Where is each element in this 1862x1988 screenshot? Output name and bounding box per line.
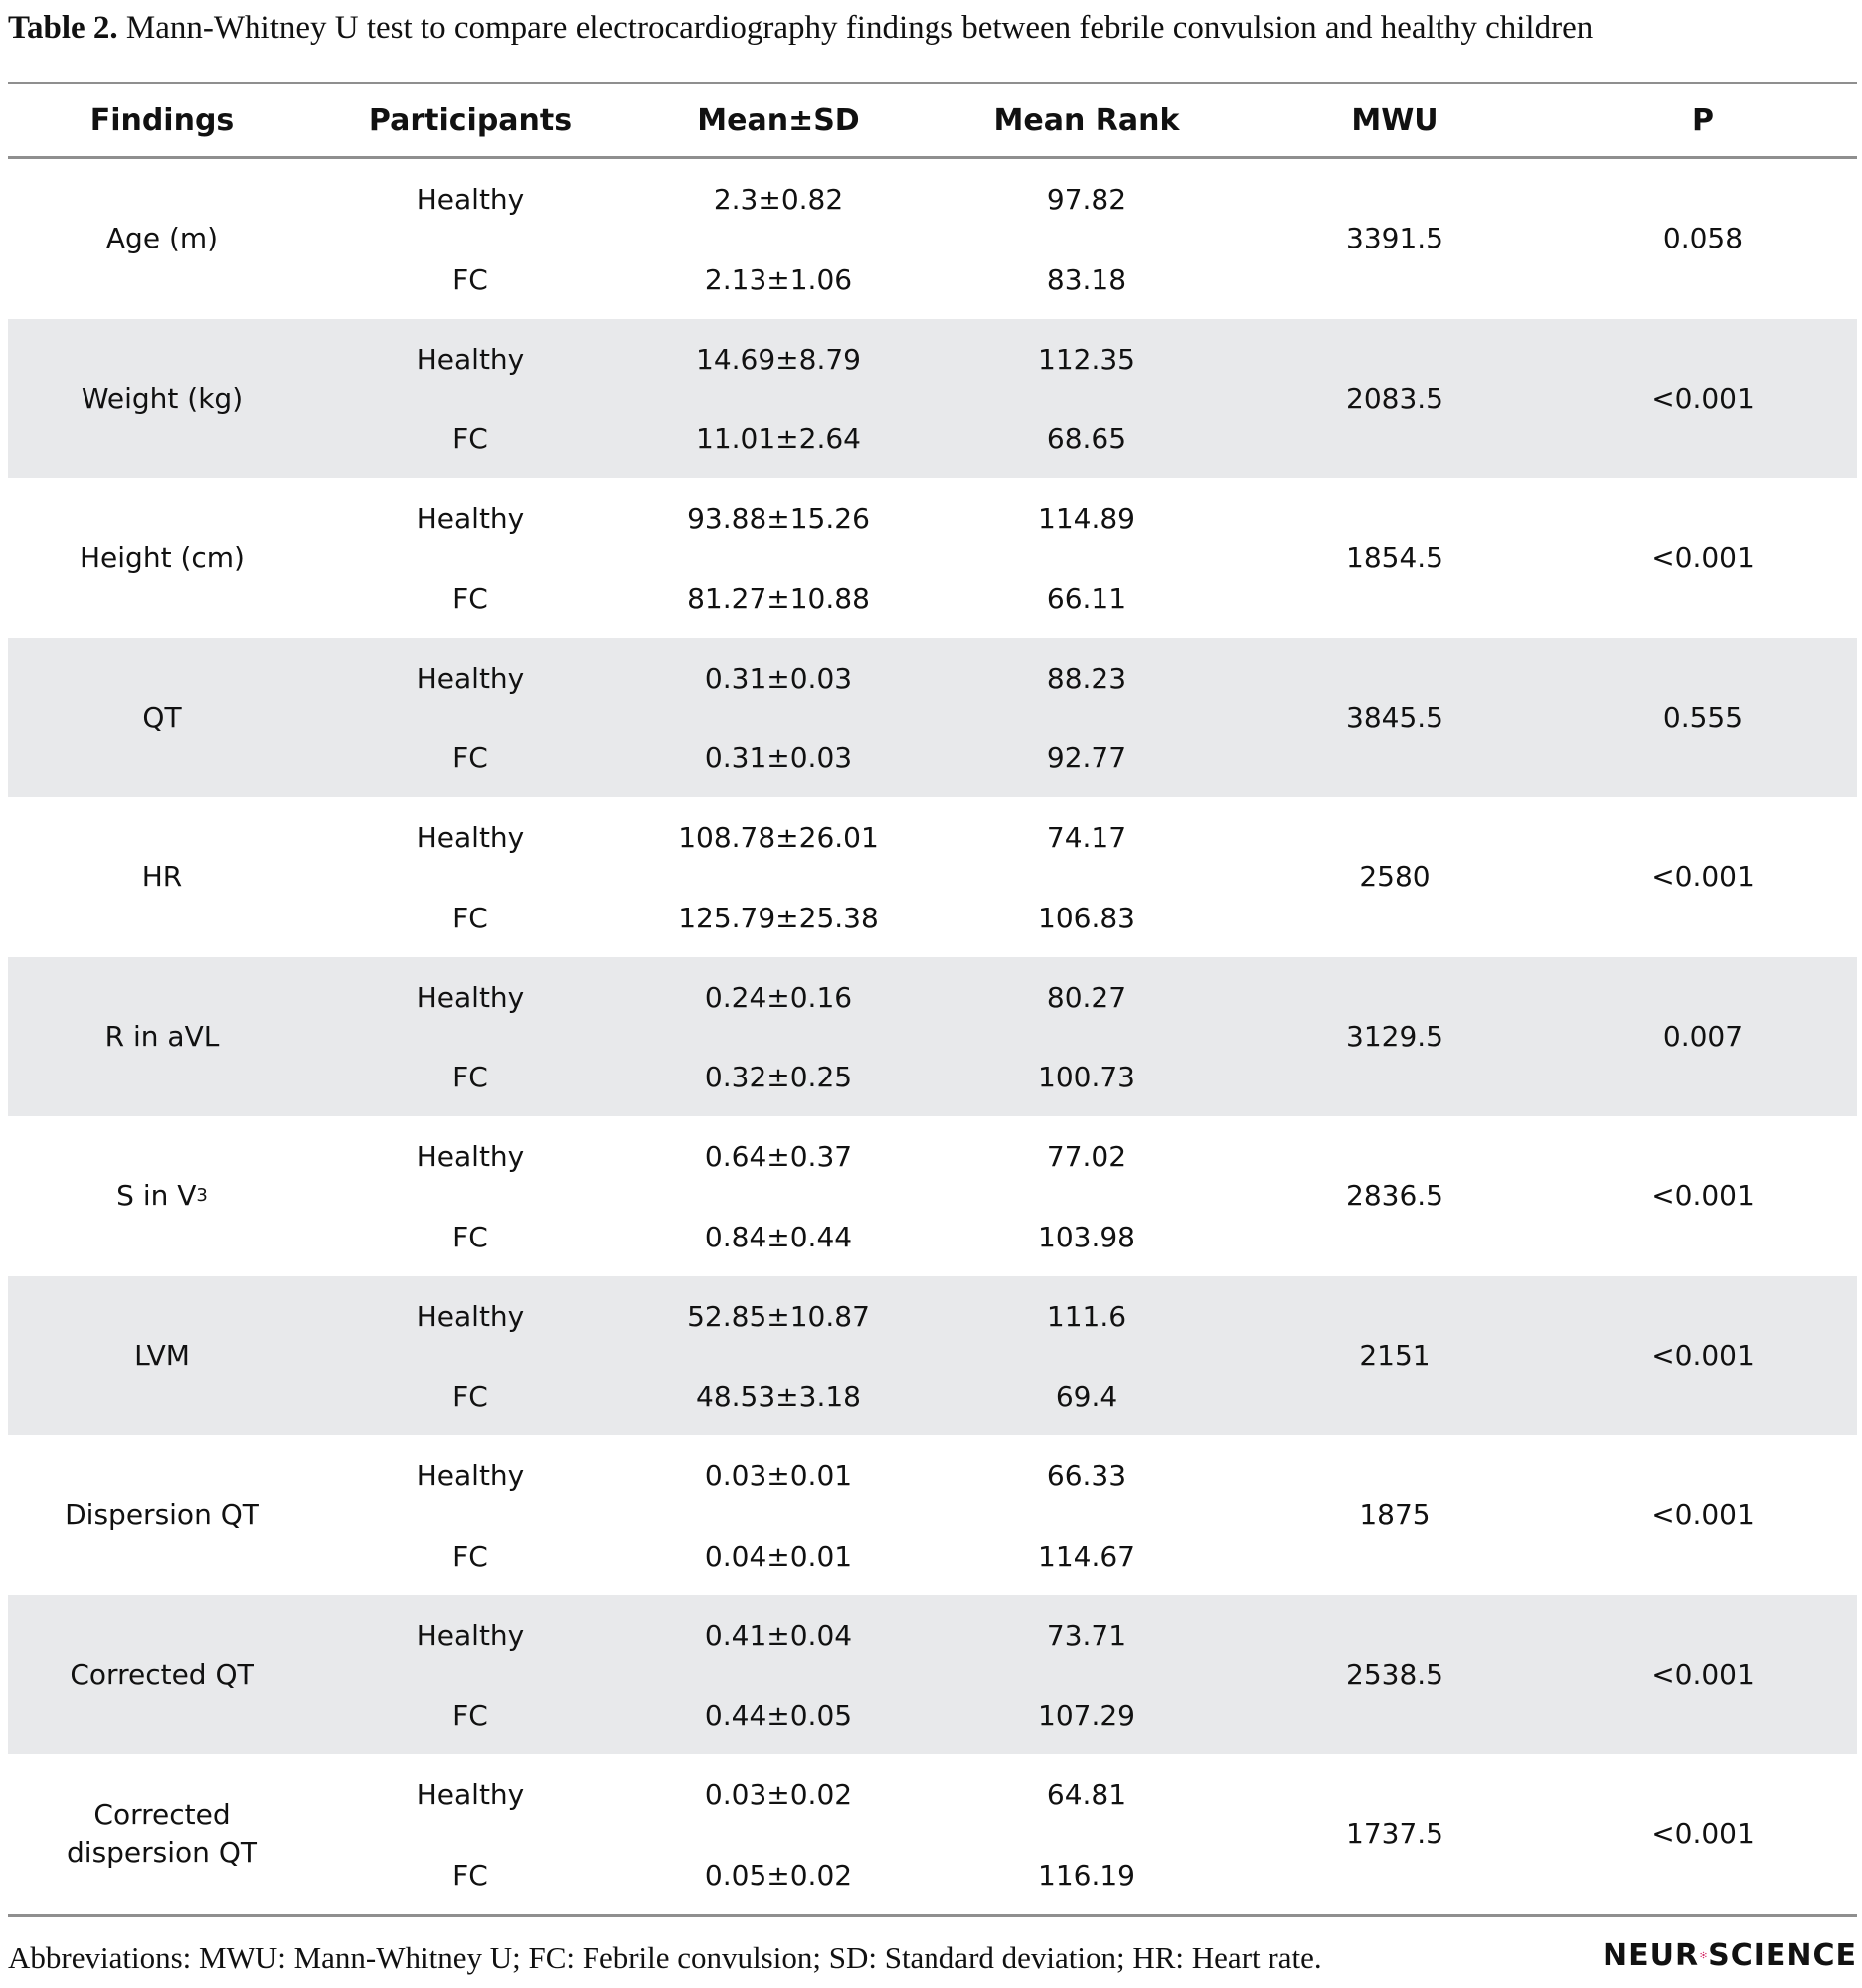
mean-sd-fc: 0.31±0.03 — [704, 742, 853, 774]
participant-fc: FC — [452, 1699, 488, 1732]
p-value-cell: <0.001 — [1651, 1179, 1755, 1213]
results-table — [8, 82, 1857, 1917]
mean-rank-fc: 116.19 — [1038, 1858, 1135, 1892]
p-value-cell: <0.001 — [1651, 381, 1755, 414]
finding-label: LVM — [134, 1338, 190, 1372]
participant-healthy: Healthy — [416, 1459, 525, 1492]
mean-rank-fc: 114.67 — [1038, 1539, 1135, 1573]
mwu-cell: 1875 — [1359, 1498, 1431, 1532]
finding-label: Height (cm) — [80, 541, 245, 575]
participant-cell — [316, 1276, 624, 1436]
table-header-row — [8, 82, 1857, 159]
mean-rank-cell — [932, 797, 1241, 957]
mwu-cell: 2083.5 — [1346, 381, 1443, 414]
table-row — [8, 159, 1857, 319]
mwu-cell: 2836.5 — [1346, 1179, 1443, 1213]
participant-fc: FC — [452, 262, 488, 296]
table-body — [8, 159, 1857, 1914]
mean-sd-cell — [624, 1754, 932, 1914]
mean-rank-fc: 92.77 — [1046, 742, 1127, 774]
participant-healthy: Healthy — [416, 1299, 525, 1333]
table-row — [8, 478, 1857, 638]
mean-sd-fc: 0.84±0.44 — [704, 1220, 853, 1253]
mean-rank-cell — [932, 1435, 1241, 1595]
mean-sd-fc: 0.44±0.05 — [704, 1699, 853, 1732]
table-row — [8, 1435, 1857, 1595]
mean-rank-fc: 103.98 — [1038, 1220, 1135, 1253]
mean-rank-fc: 83.18 — [1046, 262, 1127, 296]
mean-rank-healthy: 64.81 — [1046, 1778, 1127, 1811]
finding-cell — [8, 1754, 316, 1914]
participant-cell — [316, 159, 624, 319]
logo-text-end: SCIENCE — [1708, 1937, 1857, 1973]
mean-rank-healthy: 80.27 — [1046, 980, 1127, 1014]
mean-sd-healthy: 52.85±10.87 — [687, 1299, 870, 1333]
mean-sd-cell — [624, 319, 932, 479]
mean-rank-healthy: 111.6 — [1046, 1299, 1127, 1333]
participant-healthy: Healthy — [416, 1778, 525, 1811]
mean-sd-cell — [624, 159, 932, 319]
mean-rank-fc: 66.11 — [1046, 581, 1127, 615]
header-p: P — [1692, 102, 1714, 138]
mean-rank-healthy: 114.89 — [1038, 502, 1135, 535]
p-value-cell: <0.001 — [1651, 1338, 1755, 1372]
mwu-cell: 2580 — [1359, 860, 1431, 894]
mean-rank-cell — [932, 638, 1241, 798]
finding-label: R in aVL — [104, 1019, 220, 1053]
mean-sd-cell — [624, 1595, 932, 1755]
finding-label: Dispersion QT — [65, 1498, 259, 1532]
participant-fc: FC — [452, 1220, 488, 1253]
participant-fc: FC — [452, 1380, 488, 1412]
mwu-cell: 2538.5 — [1346, 1657, 1443, 1691]
mean-rank-healthy: 77.02 — [1046, 1140, 1127, 1173]
table-row — [8, 1595, 1857, 1755]
participant-cell — [316, 797, 624, 957]
finding-cell — [8, 159, 316, 319]
table-row — [8, 638, 1857, 798]
table-row — [8, 1116, 1857, 1276]
header-participants: Participants — [368, 102, 573, 138]
mean-rank-cell — [932, 1276, 1241, 1436]
finding-cell — [8, 478, 316, 638]
finding-label: Corrected QT — [70, 1657, 254, 1691]
p-value-cell: 0.007 — [1662, 1019, 1744, 1053]
mean-sd-cell — [624, 638, 932, 798]
finding-label: QT — [142, 700, 182, 734]
mean-sd-cell — [624, 797, 932, 957]
mean-rank-fc: 68.65 — [1046, 422, 1127, 455]
finding-label: Age (m) — [105, 222, 219, 255]
participant-cell — [316, 319, 624, 479]
mean-sd-cell — [624, 1435, 932, 1595]
p-value-cell: <0.001 — [1651, 860, 1755, 894]
participant-fc: FC — [452, 422, 488, 455]
finding-cell — [8, 319, 316, 479]
mwu-cell: 1737.5 — [1346, 1817, 1443, 1851]
mean-sd-fc: 81.27±10.88 — [687, 581, 870, 615]
mean-rank-cell — [932, 319, 1241, 479]
table-row — [8, 797, 1857, 957]
participant-healthy: Healthy — [416, 502, 525, 535]
mean-rank-healthy: 88.23 — [1046, 661, 1127, 695]
header-findings: Findings — [89, 102, 235, 138]
molecule-icon — [1700, 1940, 1707, 1970]
mean-sd-healthy: 0.41±0.04 — [704, 1618, 853, 1652]
header-mean-sd: Mean±SD — [697, 102, 860, 138]
mean-sd-healthy: 0.64±0.37 — [704, 1140, 853, 1173]
mean-sd-healthy: 0.03±0.01 — [704, 1459, 853, 1492]
finding-cell — [8, 957, 316, 1117]
table-caption — [8, 6, 1857, 50]
mwu-cell: 2151 — [1359, 1338, 1431, 1372]
p-value-cell: <0.001 — [1651, 1657, 1755, 1691]
participant-fc: FC — [452, 742, 488, 774]
table-bottom-rule — [8, 1914, 1857, 1917]
mean-rank-fc: 100.73 — [1038, 1061, 1135, 1093]
mwu-cell: 3391.5 — [1346, 222, 1443, 255]
mean-rank-healthy: 66.33 — [1046, 1459, 1127, 1492]
p-value-cell: <0.001 — [1651, 1498, 1755, 1532]
mean-sd-cell — [624, 1116, 932, 1276]
mwu-cell: 3129.5 — [1346, 1019, 1443, 1053]
mean-rank-fc: 107.29 — [1038, 1699, 1135, 1732]
participant-healthy: Healthy — [416, 980, 525, 1014]
mean-sd-healthy: 0.03±0.02 — [704, 1778, 853, 1811]
mean-sd-fc: 0.04±0.01 — [704, 1539, 853, 1573]
header-mwu: MWU — [1351, 102, 1439, 138]
participant-cell — [316, 957, 624, 1117]
finding-cell — [8, 638, 316, 798]
p-value-cell: <0.001 — [1651, 541, 1755, 575]
mean-rank-healthy: 74.17 — [1046, 821, 1127, 854]
mean-rank-cell — [932, 957, 1241, 1117]
mean-rank-fc: 69.4 — [1055, 1380, 1118, 1412]
finding-label: HR — [141, 860, 183, 894]
mean-rank-cell — [932, 1754, 1241, 1914]
p-value-cell: 0.058 — [1662, 222, 1744, 255]
table-caption-label: Table 2. — [8, 10, 118, 46]
mean-sd-fc: 125.79±25.38 — [678, 901, 879, 934]
mean-rank-cell — [932, 159, 1241, 319]
participant-healthy: Healthy — [416, 1140, 525, 1173]
finding-cell — [8, 1276, 316, 1436]
mean-sd-fc: 0.32±0.25 — [704, 1061, 853, 1093]
finding-label: Weight (kg) — [81, 381, 244, 414]
participant-cell — [316, 1754, 624, 1914]
finding-label: Corrected dispersion QT — [67, 1798, 257, 1870]
participant-fc: FC — [452, 581, 488, 615]
participant-healthy: Healthy — [416, 183, 525, 216]
mean-sd-fc: 2.13±1.06 — [704, 262, 853, 296]
participant-cell — [316, 638, 624, 798]
table-row — [8, 319, 1857, 479]
finding-cell — [8, 1595, 316, 1755]
participant-fc: FC — [452, 1539, 488, 1573]
participant-cell — [316, 1435, 624, 1595]
mean-sd-cell — [624, 957, 932, 1117]
participant-healthy: Healthy — [416, 1618, 525, 1652]
finding-cell — [8, 1116, 316, 1276]
table-row — [8, 957, 1857, 1117]
participant-cell — [316, 1595, 624, 1755]
mwu-cell: 3845.5 — [1346, 700, 1443, 734]
participant-cell — [316, 478, 624, 638]
table-row — [8, 1754, 1857, 1914]
mean-sd-fc: 48.53±3.18 — [696, 1380, 861, 1412]
logo-text-start: NEUR — [1603, 1937, 1700, 1973]
mean-sd-healthy: 93.88±15.26 — [687, 502, 870, 535]
mean-sd-healthy: 0.24±0.16 — [704, 980, 853, 1014]
finding-cell — [8, 1435, 316, 1595]
finding-label: S in V — [116, 1179, 197, 1213]
participant-cell — [316, 1116, 624, 1276]
mean-sd-healthy: 0.31±0.03 — [704, 661, 853, 695]
participant-healthy: Healthy — [416, 342, 525, 376]
mean-rank-cell — [932, 478, 1241, 638]
header-mean-rank: Mean Rank — [993, 102, 1180, 138]
participant-fc: FC — [452, 901, 488, 934]
participant-healthy: Healthy — [416, 821, 525, 854]
table-caption-text: Mann-Whitney U test to compare electrocardiography findings between febrile convulsion and healthy children — [117, 10, 1594, 46]
mean-rank-healthy: 112.35 — [1038, 342, 1135, 376]
mean-rank-cell — [932, 1595, 1241, 1755]
mean-rank-healthy: 97.82 — [1046, 183, 1127, 216]
mean-sd-cell — [624, 1276, 932, 1436]
mean-rank-cell — [932, 1116, 1241, 1276]
mwu-cell: 1854.5 — [1346, 541, 1443, 575]
p-value-cell: 0.555 — [1662, 700, 1744, 734]
p-value-cell: <0.001 — [1651, 1817, 1755, 1851]
finding-subscript: 3 — [196, 1185, 208, 1207]
finding-cell — [8, 797, 316, 957]
mean-sd-healthy: 2.3±0.82 — [713, 183, 844, 216]
mean-rank-fc: 106.83 — [1038, 901, 1135, 934]
participant-fc: FC — [452, 1061, 488, 1093]
mean-rank-healthy: 73.71 — [1046, 1618, 1127, 1652]
mean-sd-cell — [624, 478, 932, 638]
mean-sd-healthy: 108.78±26.01 — [678, 821, 879, 854]
mean-sd-fc: 11.01±2.64 — [696, 422, 861, 455]
mean-sd-fc: 0.05±0.02 — [704, 1858, 853, 1892]
table-row — [8, 1276, 1857, 1436]
neuroscience-logo — [1603, 1930, 1857, 1980]
abbreviations-note: Abbreviations: MWU: Mann-Whitney U; FC: Febrile convulsion; SD: Standard deviation; HR: Heart rate. — [8, 1940, 1322, 1975]
participant-healthy: Healthy — [416, 661, 525, 695]
mean-sd-healthy: 14.69±8.79 — [696, 342, 861, 376]
participant-fc: FC — [452, 1858, 488, 1892]
